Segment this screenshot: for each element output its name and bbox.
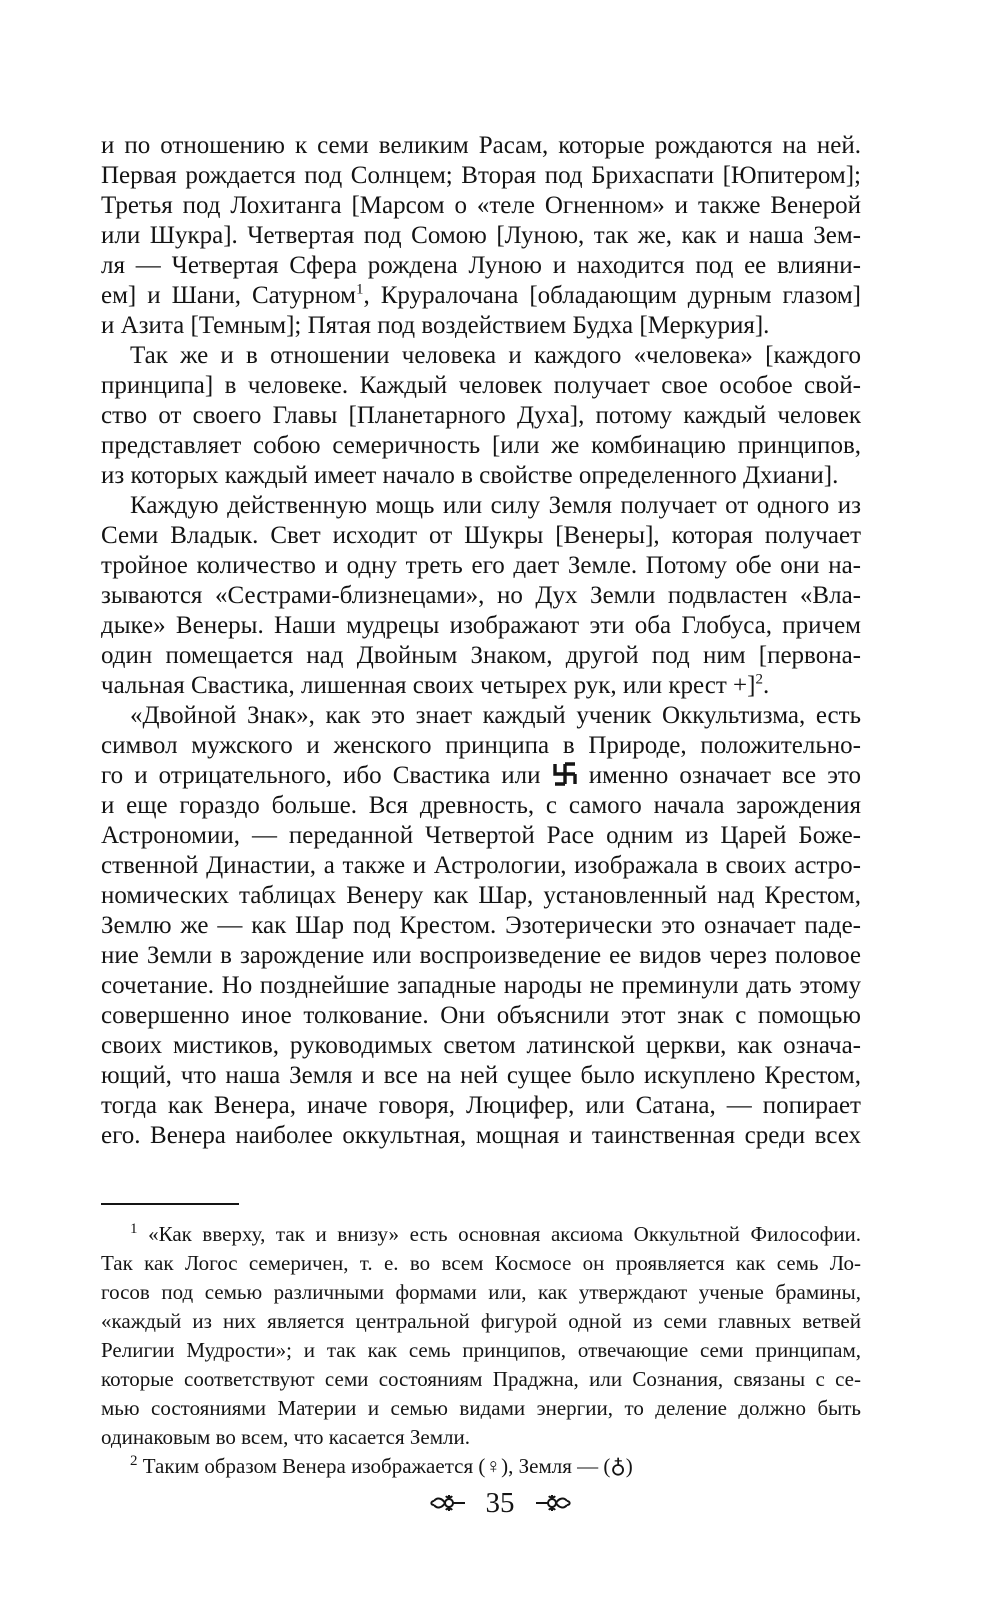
body-line: дыке» Венеры. Наши мудрецы изображают эти оба Глобуса, причем <box>101 612 861 639</box>
body-line: ющий, что наша Земля и все на ней сущее было искуплено Крестом, <box>101 1062 861 1089</box>
body-line: своих мистиков, руководимых светом латинской церкви, как означа- <box>101 1032 861 1059</box>
body-line: номических таблицах Венеру как Шар, установленный над Крестом, <box>101 882 861 909</box>
body-line: и еще гораздо больше. Вся древность, с самого начала зарождения <box>101 792 861 819</box>
footnote-marker-2: 2 <box>130 1453 138 1469</box>
body-line: и по отношению к семи великим Расам, которые рождаются на ней. <box>101 132 861 159</box>
body-line: ем] и Шани, Сатурном$^1$, Круралочана [обладающим дурным глазом] <box>101 281 861 309</box>
body-line: ство от своего Главы [Планетарного Духа], потому каждый человек <box>101 402 861 429</box>
body-line: его. Венера наиболее оккультная, мощная и таинственная среди всех <box>101 1122 861 1149</box>
footnote-line: «каждый из них является центральной фигурой одной из семи главных ветвей <box>101 1309 861 1333</box>
ornament-left-icon <box>428 1492 470 1514</box>
body-line: один помещается над Двойным Знаком, другой под ним [первона- <box>101 642 861 669</box>
body-line: Астрономии, — переданной Четвертой Расе одним из Царей Боже- <box>101 822 861 849</box>
body-line: «Двойной Знак», как это знает каждый ученик Оккультизма, есть <box>130 702 861 729</box>
body-line: тройное количество и одну треть его дает Земле. Потому обе они на- <box>101 552 861 579</box>
body-line: ние Земли в зарождение или воспроизведение ее видов через половое <box>101 942 861 969</box>
body-line: Третья под Лохитанга [Марсом о «теле Огненном» и также Венерой <box>101 192 861 219</box>
body-line: Первая рождается под Солнцем; Вторая под Брихаспати [Юпитером]; <box>101 162 861 189</box>
swastika-icon <box>552 762 578 786</box>
footnote-line: Так как Логос семеричен, т. е. во всем Космосе он проявляется как семь Ло- <box>101 1251 861 1275</box>
body-line: представляет собою семеричность [или же комбинацию принципов, <box>101 432 861 459</box>
footnote-ref-2: 2 <box>755 671 763 688</box>
body-line: чальная Свастика, лишенная своих четырех рук, или крест +]$^2$. <box>101 671 770 699</box>
footnote-separator <box>101 1203 239 1205</box>
body-line: Семи Владык. Свет исходит от Шукры [Венеры], которая получает <box>101 522 861 549</box>
footnote-line: которые соответствуют семи состояниям Праджна, или Сознания, связаны с се- <box>101 1367 861 1391</box>
footnote-line: Религии Мудрости»; и так как семь принципов, отвечающие семи принципам, <box>101 1338 861 1362</box>
body-line: совершенно иное толкование. Они объяснили этот знак с помощью <box>101 1002 861 1029</box>
ornament-right-icon <box>531 1492 573 1514</box>
body-line: тогда как Венера, иначе говоря, Люцифер, или Сатана, — попирает <box>101 1092 861 1119</box>
body-line: и Азита [Темным]; Пятая под воздействием Будха [Меркурия]. <box>101 312 770 339</box>
footnote-marker-1: 1 <box>130 1221 138 1237</box>
body-line: принципа] в человеке. Каждый человек получает свое особое свой- <box>101 372 861 399</box>
page-footer <box>0 1483 1000 1523</box>
footnote-ref-1: 1 <box>355 281 364 298</box>
body-line: из которых каждый имеет начало в свойстве определенного Дхиани]. <box>101 462 839 489</box>
page-number: 35 <box>485 1487 515 1519</box>
body-line: го и отрицательного, ибо Свастика или именно означает все это <box>101 762 862 789</box>
footnote-line: $^2$ Таким образом Венера изображается (♀), Земля — (♁) <box>130 1453 633 1478</box>
body-line: или Шукра]. Четвертая под Сомою [Луною, так же, как и наша Зем- <box>101 222 861 249</box>
body-line: Так же и в отношении человека и каждого «человека» [каждого <box>130 342 861 369</box>
footnote-line: госов под семью различными формами или, как утверждают ученые брамины, <box>101 1280 861 1304</box>
body-line: ственной Династии, а также и Астрологии, изображала в своих астро- <box>101 852 861 879</box>
body-line: Землю же — как Шар под Крестом. Эзотерически это означает паде- <box>101 912 861 939</box>
body-line: Каждую действенную мощь или силу Земля получает от одного из <box>130 492 861 519</box>
footnote-line: одинаковым во всем, что касается Земли. <box>101 1425 470 1449</box>
body-line: ля — Четвертая Сфера рождена Луною и находится под ее влияни- <box>101 252 861 279</box>
body-line: символ мужского и женского принципа в Природе, положительно- <box>101 732 861 759</box>
body-line: сочетание. Но позднейшие западные народы не преминули дать этому <box>101 972 861 999</box>
footnote-line: мью состояниями Материи и семью видами энергии, то деление должно быть <box>101 1396 861 1420</box>
body-line: зываются «Сестрами-близнецами», но Дух Земли подвластен «Вла- <box>101 582 861 609</box>
footnote-line: $^1$ «Как вверху, так и внизу» есть основная аксиома Оккультной Философии. <box>130 1221 861 1246</box>
